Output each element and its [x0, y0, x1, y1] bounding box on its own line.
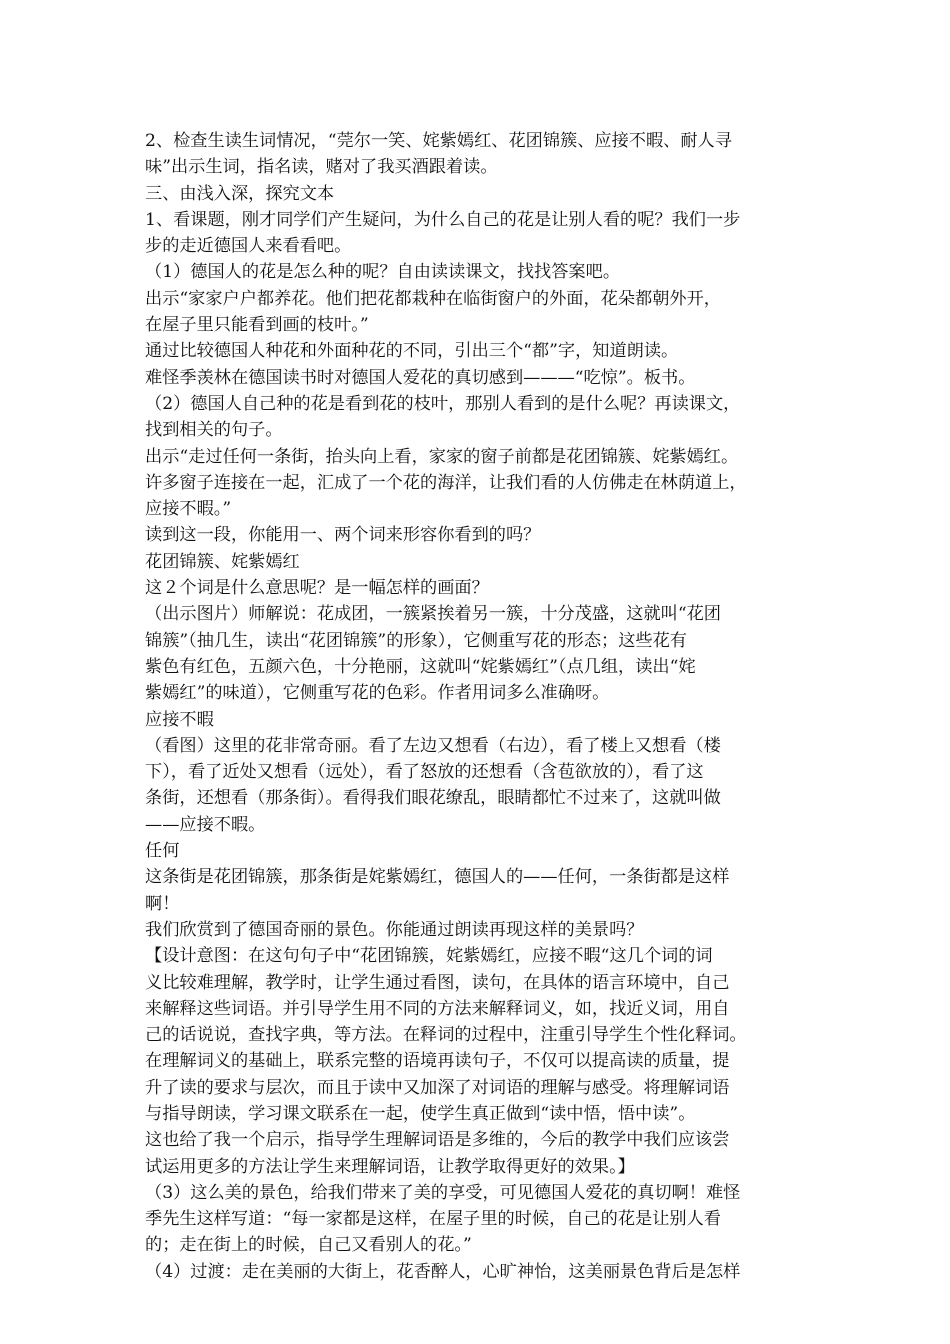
design-intent-line: 这也给了我一个启示，指导学生理解词语是多维的，今后的教学中我们应该尝	[145, 1130, 730, 1151]
text-line: 紫色有红色，五颜六色，十分艳丽，这就叫“姹紫嫣红”（点几组，读出“姹	[145, 656, 696, 677]
text-line: 读到这一段，你能用一、两个词来形容你看到的吗？	[145, 525, 541, 546]
document-body	[145, 128, 815, 1285]
text-line: 2、检查生读生词情况，“莞尔一笑、姹紫嫣红、花团锦簇、应接不暇、耐人寻	[145, 131, 732, 151]
design-intent-line: 【设计意图：在这句句子中“花团锦簇，姹紫嫣红，应接不暇“这几个词的词	[145, 946, 713, 967]
text-line: 我们欣赏到了德国奇丽的景色。你能通过朗读再现这样的美景吗？	[145, 919, 644, 940]
section-heading: 三、由浅入深，探究文本	[145, 183, 335, 204]
text-line: （出示图片）师解说：花成团，一簇紧挨着另一簇，十分茂盛，这就叫“花团	[145, 604, 721, 625]
text-line: 任何	[145, 841, 180, 862]
text-line: （4）过渡：走在美丽的大街上，花香醉人，心旷神怡，这美丽景色背后是怎样	[145, 1261, 741, 1282]
text-line: 锦簇”（抽几生，读出“花团锦簇”的形象），它侧重写花的形态；这些花有	[145, 630, 687, 651]
design-intent-line: 己的话说说，查找字典，等方法。在释词的过程中，注重引导学生个性化释词。	[145, 1025, 747, 1046]
text-line: 出示“家家户户都养花。他们把花都栽种在临街窗户的外面，花朵都朝外开，	[145, 288, 721, 309]
design-intent-line: 试运用更多的方法让学生来理解词语，让教学取得更好的效果。】	[145, 1156, 635, 1177]
text-line: 紫嫣红”的味道），它侧重写花的色彩。作者用词多么准确呀。	[145, 683, 610, 704]
text-line: （看图）这里的花非常奇丽。看了左边又想看（右边），看了楼上又想看（楼	[145, 735, 721, 756]
text-line: 步的走近德国人来看看吧。	[145, 236, 352, 257]
text-line: 通过比较德国人种花和外面种花的不同，引出三个“都”字，知道朗读。	[145, 341, 679, 362]
text-line: （3）这么美的景色，给我们带来了美的享受，可见德国人爱花的真切啊！难怪	[145, 1182, 741, 1203]
text-line: 许多窗子连接在一起，汇成了一个花的海洋，让我们看的人仿佛走在林荫道上，	[145, 472, 747, 493]
text-line: 下），看了近处又想看（远处），看了怒放的还想看（含苞欲放的），看了这	[145, 762, 704, 783]
text-line: 这２个词是什么意思呢？是一幅怎样的画面？	[145, 578, 489, 599]
text-line: 找到相关的句子。	[145, 420, 283, 441]
text-line: 在屋子里只能看到画的枝叶。”	[145, 315, 369, 336]
text-line: 应接不暇	[145, 709, 214, 730]
text-line: 1、看课题，刚才同学们产生疑问，为什么自己的花是让别人看的呢？我们一步	[145, 209, 741, 230]
text-line: 应接不暇。”	[145, 499, 232, 520]
design-intent-line: 升了读的要求与层次，而且于读中又加深了对词语的理解与感受。将理解词语	[145, 1077, 730, 1098]
text-line: 的；走在街上的时候，自己又看别人的花。”	[145, 1235, 472, 1256]
text-line: 季先生这样写道：“每一家都是这样，在屋子里的时候，自己的花是让别人看	[145, 1209, 721, 1230]
design-intent-line: 在理解词义的基础上，联系完整的语境再读句子，不仅可以提高读的质量，提	[145, 1051, 730, 1072]
text-line: （1）德国人的花是怎么种的呢？自由读读课文，找找答案吧。	[145, 262, 621, 283]
text-line: ——应接不暇。	[145, 814, 266, 835]
design-intent-line: 来解释这些词语。并引导学生用不同的方法来解释词义，如，找近义词，用自	[145, 998, 730, 1019]
text-line: 味”出示生词，指名读，赌对了我买酒跟着读。	[145, 157, 498, 178]
text-line: 花团锦簇、姹紫嫣红	[145, 551, 300, 572]
text-line: 难怪季羡林在德国读书时对德国人爱花的真切感到———“吃惊”。板书。	[145, 367, 696, 388]
text-line: 出示“走过任何一条街，抬头向上看，家家的窗子前都是花团锦簇、姹紫嫣红。	[145, 446, 739, 467]
text-line: 条街，还想看（那条街）。看得我们眼花缭乱，眼睛都忙不过来了，这就叫做	[145, 788, 721, 809]
design-intent-line: 义比较难理解，教学时，让学生通过看图，读句，在具体的语言环境中，自己	[145, 972, 730, 993]
design-intent-line: 与指导朗读，学习课文联系在一起，使学生真正做到“读中悟，悟中读”。	[145, 1103, 696, 1124]
text-line: （2）德国人自己种的花是看到花的枝叶，那别人看到的是什么呢？再读课文，	[145, 393, 741, 414]
text-line: 啊！	[145, 893, 180, 914]
text-line: 这条街是花团锦簇，那条街是姹紫嫣红，德国人的——任何，一条街都是这样	[145, 867, 730, 888]
